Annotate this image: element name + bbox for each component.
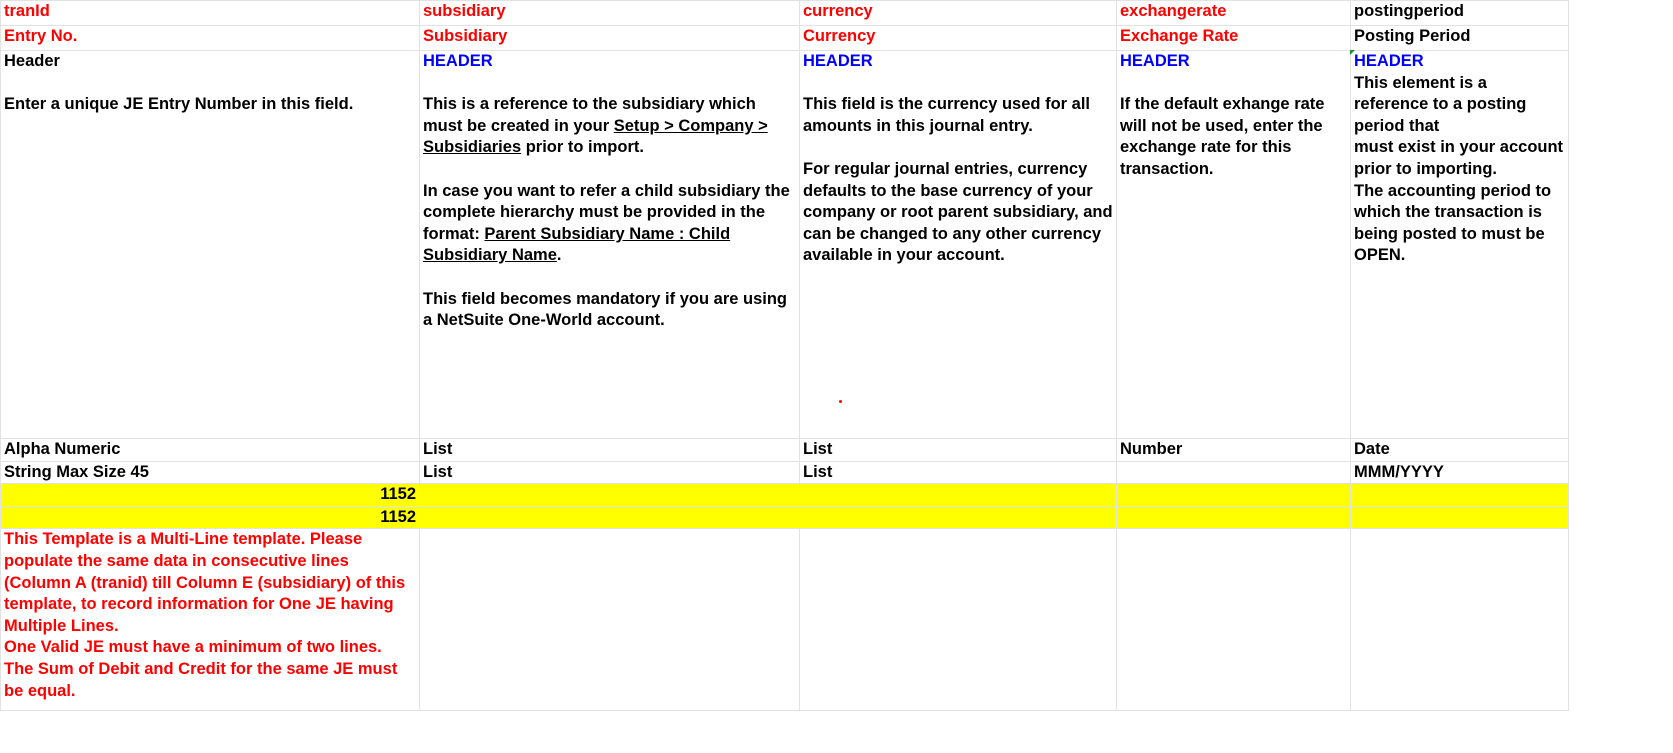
cell-d4[interactable]: Number — [1117, 439, 1351, 462]
cell-a4[interactable]: Alpha Numeric — [1, 439, 420, 462]
cell-b1[interactable]: subsidiary — [420, 1, 800, 26]
cell-d1[interactable]: exchangerate — [1117, 1, 1351, 26]
cell-c7[interactable] — [800, 506, 1117, 529]
cell-c1[interactable]: currency — [800, 1, 1117, 26]
subsidiary-desc-1: This is a reference to the subsidiary which must be created in your Setup > Company > Subsidiaries prior to import. — [423, 95, 768, 157]
cell-e8[interactable] — [1351, 529, 1569, 711]
row-field-ids — [1, 1, 1569, 26]
cell-c2[interactable]: Currency — [800, 26, 1117, 51]
row-formats — [1, 461, 1569, 484]
cell-c8[interactable] — [800, 529, 1117, 711]
cell-d8[interactable] — [1117, 529, 1351, 711]
cell-c3[interactable] — [800, 51, 1117, 439]
cell-a5[interactable]: String Max Size 45 — [1, 461, 420, 484]
comment-indicator-icon — [839, 400, 842, 403]
cell-c6[interactable] — [800, 484, 1117, 507]
cell-d6[interactable] — [1117, 484, 1351, 507]
cell-b5[interactable]: List — [420, 461, 800, 484]
cell-c4[interactable]: List — [800, 439, 1117, 462]
debit-credit-note: The Sum of Debit and Credit for the same JE must be equal. — [4, 659, 398, 700]
cell-b8[interactable] — [420, 529, 800, 711]
row-data-1 — [1, 484, 1569, 507]
multiline-note: This Template is a Multi-Line template. Please populate the same data in consecutive lines (Column A (tranid) till Column E (subsidiary) of this template, to record information for One JE having Multiple Lines. — [4, 530, 406, 635]
tranid-description: Enter a unique JE Entry Number in this field. — [4, 95, 354, 114]
currency-header: HEADER — [803, 52, 873, 70]
cell-b4[interactable]: List — [420, 439, 800, 462]
currency-desc-1: This field is the currency used for all amounts in this journal entry. — [803, 95, 1090, 135]
cell-a3[interactable] — [1, 51, 420, 439]
currency-desc-2: For regular journal entries, currency defaults to the base currency of your company or root parent subsidiary, and can be changed to any other currency available in your account. — [803, 159, 1113, 265]
min-lines-note: One Valid JE must have a minimum of two lines. — [4, 638, 382, 657]
cell-a1[interactable]: tranId — [1, 1, 420, 26]
cell-c5[interactable]: List — [800, 461, 1117, 484]
cell-a2[interactable]: Entry No. — [1, 26, 420, 51]
exchangerate-desc: If the default exhange rate will not be used, enter the exchange rate for this transaction. — [1120, 95, 1325, 178]
cell-e3[interactable] — [1351, 51, 1569, 439]
cell-d2[interactable]: Exchange Rate — [1117, 26, 1351, 51]
cell-d5[interactable] — [1117, 461, 1351, 484]
cell-b2[interactable]: Subsidiary — [420, 26, 800, 51]
cell-a7[interactable]: 1152 — [1, 506, 420, 529]
hierarchy-format: Parent Subsidiary Name : Child Subsidiary Name — [423, 224, 731, 265]
cell-e7[interactable] — [1351, 506, 1569, 529]
tranid-header: Header — [4, 52, 60, 70]
row-data-2 — [1, 506, 1569, 529]
cell-d7[interactable] — [1117, 506, 1351, 529]
postingperiod-header: HEADER — [1354, 52, 1424, 70]
cell-e1[interactable]: postingperiod — [1351, 1, 1569, 26]
subsidiary-desc-3: This field becomes mandatory if you are using a NetSuite One-World account. — [423, 289, 787, 330]
exchangerate-header: HEADER — [1120, 52, 1190, 70]
cell-a8[interactable] — [1, 529, 420, 711]
cell-a6[interactable]: 1152 — [1, 484, 420, 507]
cell-e2[interactable]: Posting Period — [1351, 26, 1569, 51]
cell-b3[interactable] — [420, 51, 800, 439]
postingperiod-desc-1: This element is a reference to a posting period that — [1354, 73, 1527, 135]
setup-subsidiaries-path: Setup > Company > Subsidiaries — [423, 116, 768, 157]
cell-note-corner-icon — [1350, 50, 1355, 55]
row-notes — [1, 529, 1569, 711]
cell-e5[interactable]: MMM/YYYY — [1351, 461, 1569, 484]
row-labels — [1, 26, 1569, 51]
postingperiod-desc-3: The accounting period to which the transaction is being posted to must be OPEN. — [1354, 181, 1552, 265]
row-types — [1, 439, 1569, 462]
cell-b7[interactable] — [420, 506, 800, 529]
cell-d3[interactable] — [1117, 51, 1351, 439]
row-descriptions — [1, 51, 1569, 439]
cell-b6[interactable] — [420, 484, 800, 507]
subsidiary-header: HEADER — [423, 52, 493, 70]
subsidiary-desc-2: In case you want to refer a child subsidiary the complete hierarchy must be provided in the format: Parent Subsidiary Name : Child Subsidiary Name. — [423, 181, 790, 265]
cell-e6[interactable] — [1351, 484, 1569, 507]
postingperiod-desc-2: must exist in your account prior to importing. — [1354, 138, 1564, 178]
cell-e4[interactable]: Date — [1351, 439, 1569, 462]
